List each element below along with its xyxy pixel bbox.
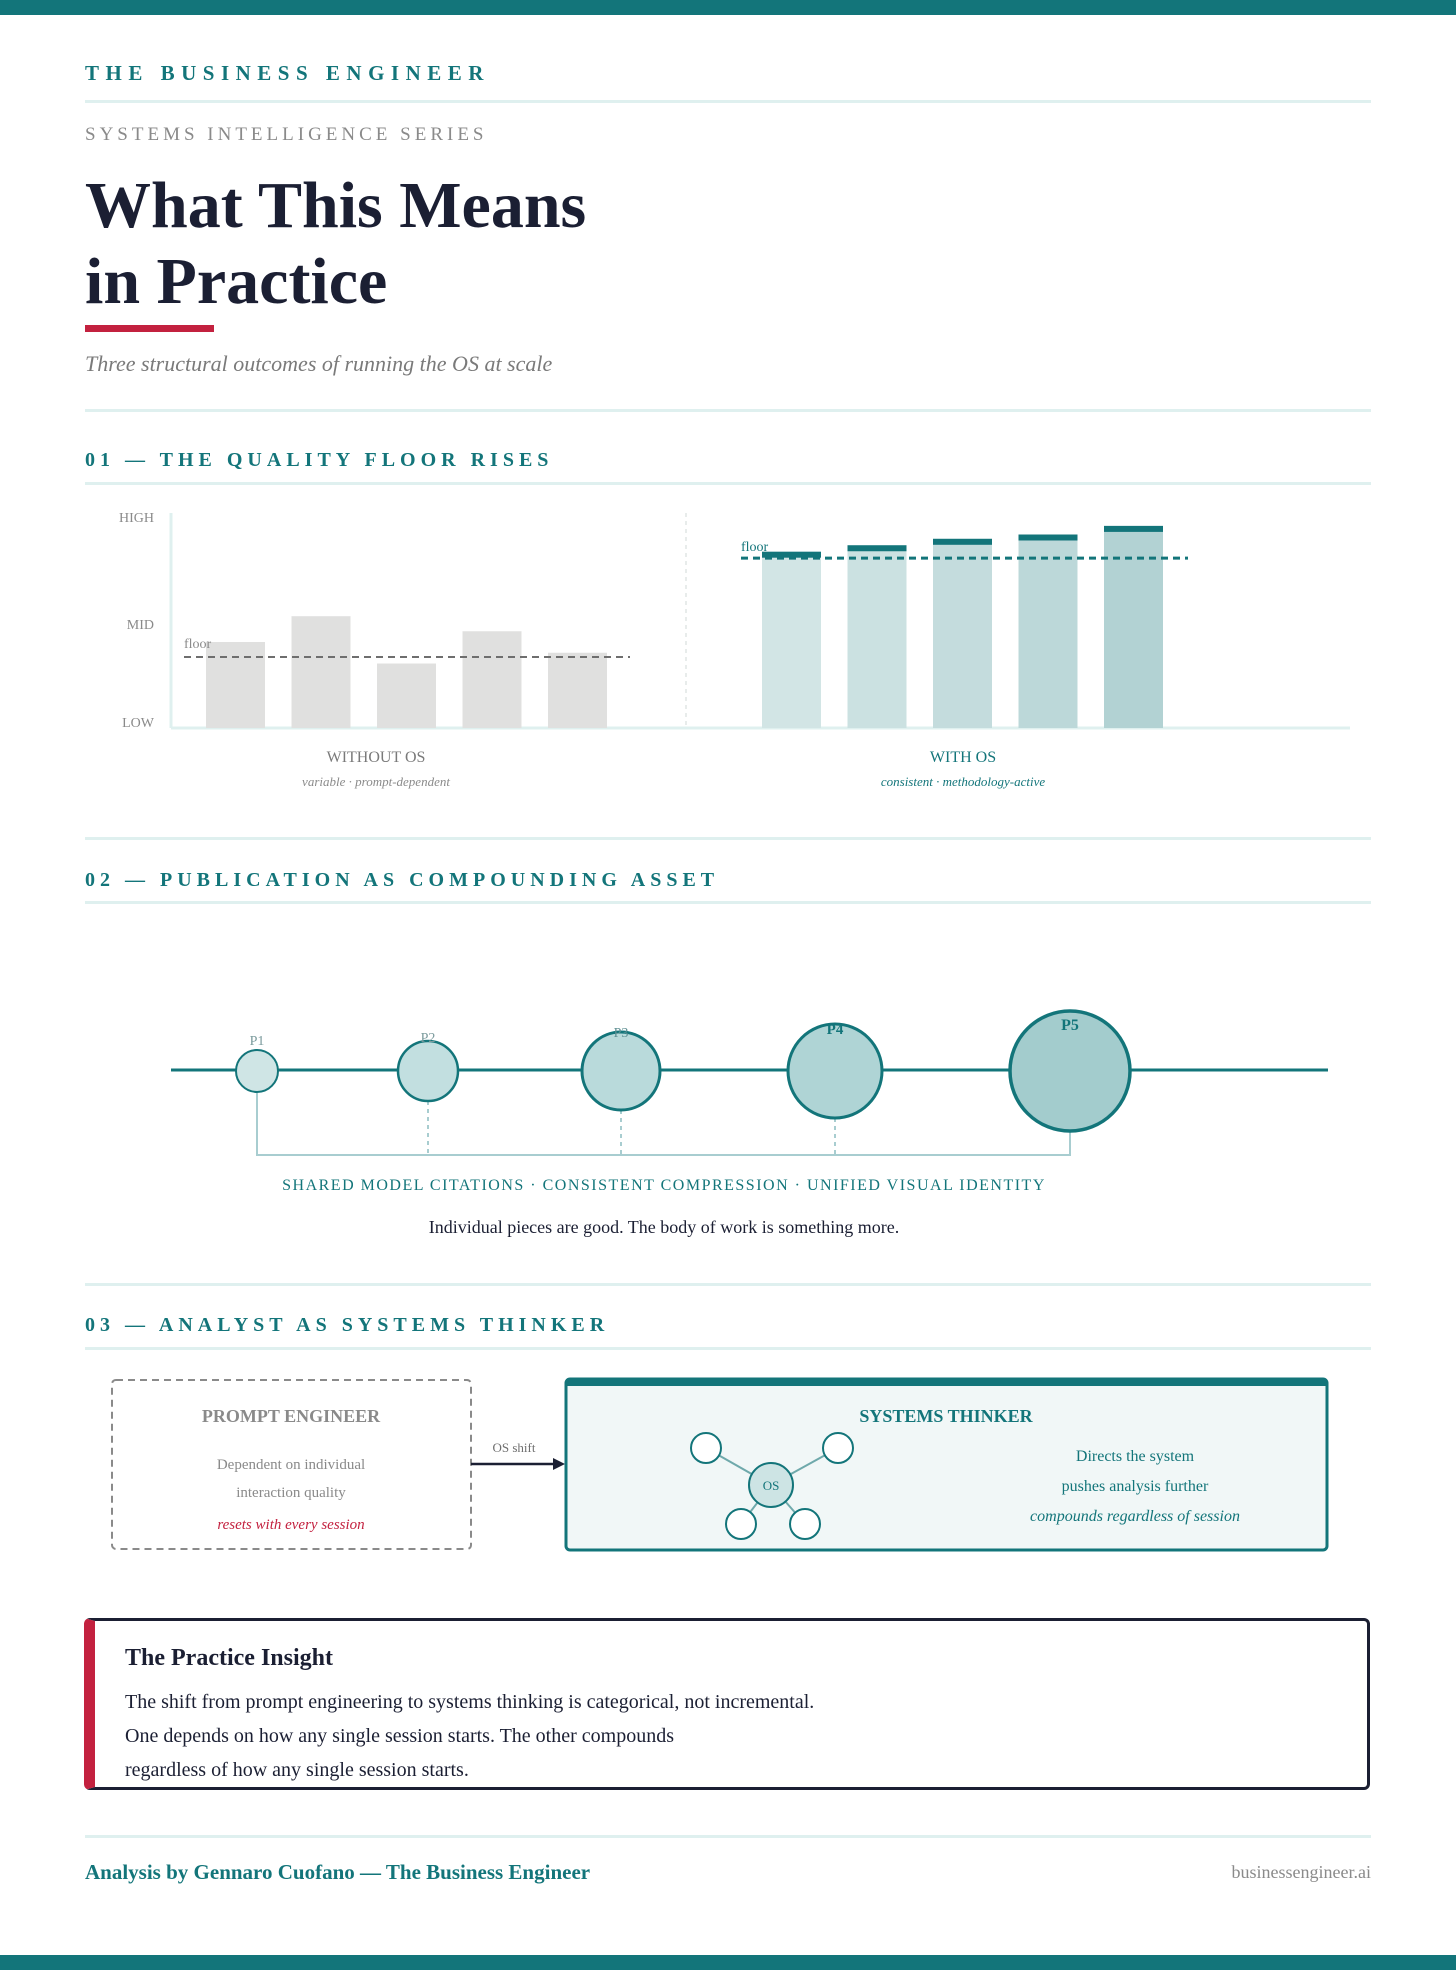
- divider: [85, 1835, 1371, 1838]
- connector-bracket: [257, 1093, 1070, 1155]
- insight-line-1: The shift from prompt engineering to systems thinking is categorical, not incremental.: [125, 1691, 815, 1713]
- systems-thinker-top-bar: [566, 1379, 1327, 1386]
- node-label-p1: P1: [249, 1034, 265, 1049]
- shift-label: OS shift: [492, 1440, 536, 1455]
- page-title-line-1: What This Means: [85, 169, 587, 242]
- insight-line-3: regardless of how any single session starts.: [125, 1759, 469, 1781]
- without-os-bars: [206, 616, 607, 728]
- prompt-engineer-line-1: Dependent on individual: [216, 1457, 366, 1473]
- divider: [85, 482, 1371, 485]
- with-os-bar: [1019, 535, 1078, 729]
- node-label-p4: P4: [826, 1022, 844, 1038]
- systems-thinker-line-2: pushes analysis further: [1061, 1478, 1209, 1495]
- y-tick-mid: MID: [126, 618, 154, 633]
- divider: [85, 1283, 1371, 1286]
- without-os-bar: [206, 642, 265, 728]
- with-os-bars: [762, 526, 1163, 728]
- title-accent-rule: [85, 325, 214, 332]
- node-label-p2: P2: [420, 1031, 436, 1046]
- os-hub-label: OS: [762, 1478, 780, 1493]
- prompt-engineer-line-2: interaction quality: [236, 1485, 346, 1501]
- divider: [85, 409, 1371, 412]
- without-os-bar: [377, 664, 436, 729]
- shift-arrow-icon: [553, 1458, 565, 1470]
- systems-thinker-line-3: compounds regardless of session: [1030, 1508, 1240, 1525]
- brand-name: THE BUSINESS ENGINEER: [85, 61, 490, 85]
- with-os-bar-cap: [1104, 526, 1163, 532]
- without-os-bar: [548, 653, 607, 728]
- y-tick-high: HIGH: [119, 511, 154, 526]
- publication-caption: SHARED MODEL CITATIONS · CONSISTENT COMPRESSION · UNIFIED VISUAL IDENTITY: [282, 1177, 1046, 1194]
- publication-node-p4: [788, 1024, 882, 1118]
- with-os-bar: [933, 539, 992, 728]
- role-shift-diagram: [0, 1370, 1456, 1560]
- prompt-engineer-title: PROMPT ENGINEER: [201, 1406, 381, 1426]
- with-os-floor-label: floor: [741, 540, 769, 556]
- quality-floor-chart: [0, 490, 1456, 800]
- page-title-line-2: in Practice: [85, 245, 388, 318]
- publication-timeline: [0, 990, 1456, 1250]
- with-os-bar-cap: [848, 545, 907, 551]
- publication-note: Individual pieces are good. The body of work is something more.: [428, 1217, 900, 1237]
- divider: [85, 100, 1371, 103]
- section-1-title: 01 — THE QUALITY FLOOR RISES: [85, 449, 554, 471]
- node-label-p5: P5: [1061, 1017, 1079, 1034]
- divider: [85, 901, 1371, 904]
- footer-credit: Analysis by Gennaro Cuofano — The Business Engineer: [85, 1860, 591, 1884]
- divider: [85, 1347, 1371, 1350]
- without-os-bar: [292, 616, 351, 728]
- with-os-label: WITH OS: [929, 749, 997, 766]
- footer-site-link[interactable]: businessengineer.ai: [1231, 1862, 1371, 1882]
- publication-node-p3: [582, 1032, 660, 1110]
- page-title: [85, 168, 586, 320]
- with-os-bar: [1104, 526, 1163, 728]
- bottom-accent-bar: [0, 1955, 1456, 1970]
- systems-thinker-line-1: Directs the system: [1075, 1448, 1195, 1465]
- with-os-bar-cap: [933, 539, 992, 545]
- without-os-floor-label: floor: [184, 637, 212, 653]
- divider: [85, 837, 1371, 840]
- prompt-engineer-line-3: resets with every session: [217, 1517, 365, 1533]
- section-2-title: 02 — PUBLICATION AS COMPOUNDING ASSET: [85, 869, 720, 891]
- with-os-bar: [762, 552, 821, 728]
- insight-title: The Practice Insight: [125, 1645, 333, 1671]
- without-os-label: WITHOUT OS: [326, 749, 426, 766]
- with-os-bar: [848, 545, 907, 728]
- page-subtitle: Three structural outcomes of running the OS at scale: [85, 351, 553, 376]
- section-3-title: 03 — ANALYST AS SYSTEMS THINKER: [85, 1314, 610, 1336]
- with-os-sub: consistent · methodology-active: [880, 774, 1046, 789]
- practice-insight-callout: [84, 1618, 1370, 1790]
- series-label: SYSTEMS INTELLIGENCE SERIES: [85, 124, 488, 145]
- without-os-bar: [463, 631, 522, 728]
- y-tick-low: LOW: [122, 716, 154, 731]
- with-os-bar-cap: [1019, 535, 1078, 541]
- without-os-sub: variable · prompt-dependent: [302, 774, 450, 789]
- top-accent-bar: [0, 0, 1456, 15]
- publication-node-p2: [398, 1041, 458, 1101]
- node-label-p3: P3: [613, 1026, 629, 1041]
- insight-line-2: One depends on how any single session starts. The other compounds: [125, 1725, 674, 1747]
- systems-thinker-title: SYSTEMS THINKER: [859, 1406, 1033, 1426]
- publication-node-p1: [236, 1050, 278, 1092]
